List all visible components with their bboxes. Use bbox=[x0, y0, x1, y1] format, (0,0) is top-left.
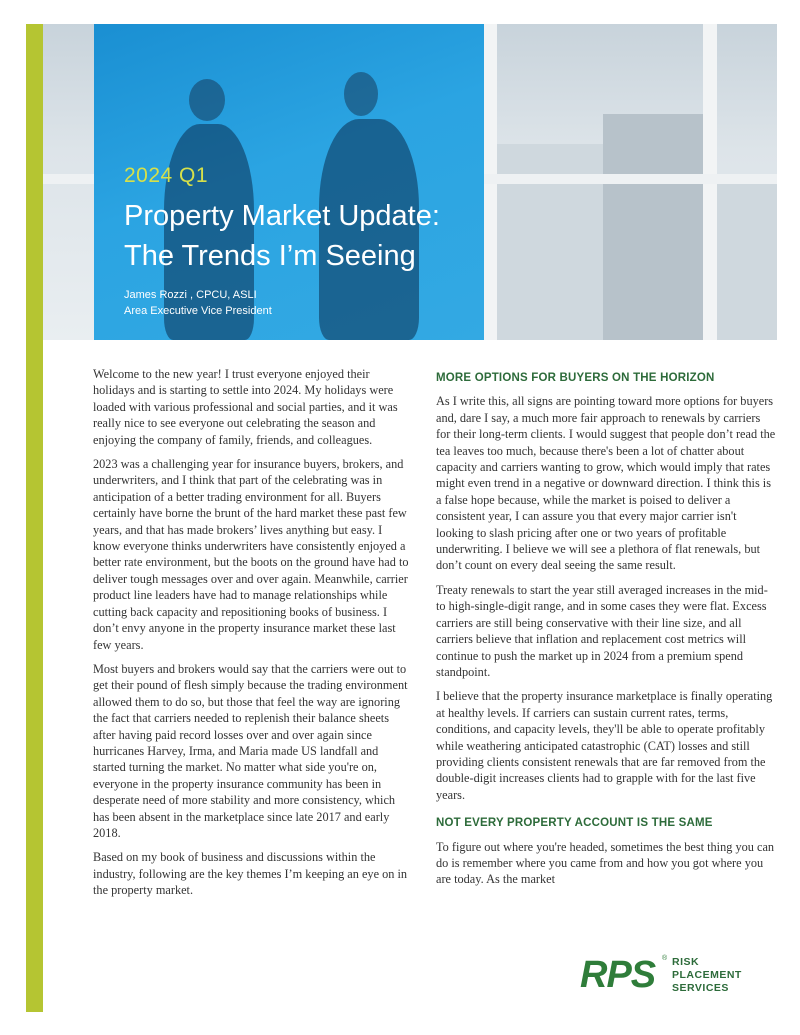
body-paragraph: I believe that the property insurance marketplace is finally operating at healthy levels. If carriers can sustain current rates, terms, conditions, and capacity levels, they'll be able to operate profitably while weathering anticipated catastrophic (CAT) losses and still providing clients consistent renewals that are far removed from the double-digit increases clients had to grapple with for the last five years. bbox=[436, 689, 773, 802]
logo-wordmark bbox=[672, 956, 742, 995]
left-column bbox=[93, 366, 409, 907]
person-silhouette bbox=[189, 79, 225, 121]
background-building bbox=[713, 174, 777, 340]
person-silhouette bbox=[344, 72, 378, 116]
section-heading: NOT EVERY PROPERTY ACCOUNT IS THE SAME bbox=[436, 817, 713, 830]
rps-logo bbox=[580, 955, 760, 997]
right-column bbox=[436, 366, 776, 896]
title-line: Property Market Update: bbox=[124, 200, 440, 232]
page-title bbox=[124, 196, 484, 276]
logo-mark: RPS bbox=[580, 954, 656, 996]
body-paragraph: Most buyers and brokers would say that the carriers were out to get their pound of flesh simply because the trading environment allowed them to do so, but those that feel the way are ignoring the fact that carriers needed to replenish their balance sheets after having paid record losses over and over again since hurricanes Harvey, Irma, and Maria made US landfall and started turning the market. No matter what side you're on, everyone in the property insurance community has been in desperate need of more stability and more consistency, which has been absent in the marketplace since late 2017 and early 2018. bbox=[93, 661, 408, 840]
body-paragraph: Treaty renewals to start the year still averaged increases in the mid- to high-single-digit range, and in some cases they were flat. Excess carriers are still being conservative with their line size, and all carriers believe that inflation and replacement cost metrics will continue to push the market up in 2024 from a premium spend standpoint. bbox=[436, 582, 768, 679]
body-paragraph: Welcome to the new year! I trust everyone enjoyed their holidays and is starting to settle into 2024. My holidays were loaded with various professional and social parties, and it was really nice to see everyone out celebrating the season and enjoying the company of family, friends, and colleagues. bbox=[93, 367, 398, 447]
body-paragraph: To figure out where you're headed, sometimes the best thing you can do is remember where you came from and how you got where you are today. As the market bbox=[436, 839, 775, 887]
logo-line: PLACEMENT bbox=[672, 969, 742, 981]
body-paragraph: As I write this, all signs are pointing toward more options for buyers and, dare I say, a much more fair approach to renewals by carriers for their long-term clients. I would suggest that people don’t read the tea leaves too much, because there's been a lot of chatter about capacity and carriers wanting to grow, which would imply that rates might even trend in a negative or downward direction. I think this is a false hope because, while the market is poised to deliver a consistent year, I can assure you that every major carrier isn't looking to slash pricing after one or two years of profitable underwriting. I believe we will see a plethora of flat renewals, but don’t count on every deal seeing the same result. bbox=[436, 394, 776, 573]
title-line: The Trends I’m Seeing bbox=[124, 240, 416, 272]
registered-mark: ® bbox=[662, 955, 668, 962]
body-paragraph: 2023 was a challenging year for insurance buyers, brokers, and underwriters, and I think that part of the celebrating was in anticipation of a better trading environment for all. Buyers certainly have borne the brunt of the hard market these past few years, and that has made brokers’ lives anything but easy. I know everyone thinks underwriters have consistently enjoyed a better rate environment, but the boots on the ground have had to deliver tough messages over and over again. Meanwhile, carrier product line leaders have had to manage relationships while cutting back capacity and repositioning books of business. I don’t envy anyone in the property insurance market these last few years. bbox=[93, 457, 409, 652]
background-building bbox=[603, 114, 713, 340]
logo-line: RISK bbox=[672, 956, 700, 968]
body-paragraph: Based on my book of business and discussions within the industry, following are the key themes I’m keeping an eye on in the property market. bbox=[93, 850, 408, 898]
logo-line: SERVICES bbox=[672, 982, 729, 994]
section-heading: MORE OPTIONS FOR BUYERS ON THE HORIZON bbox=[436, 372, 715, 384]
author-name: James Rozzi , CPCU, ASLI bbox=[124, 289, 257, 301]
author-title: Area Executive Vice President bbox=[124, 305, 272, 317]
quarter-label: 2024 Q1 bbox=[124, 164, 209, 187]
accent-stripe bbox=[26, 24, 43, 1012]
author-block bbox=[124, 287, 272, 319]
